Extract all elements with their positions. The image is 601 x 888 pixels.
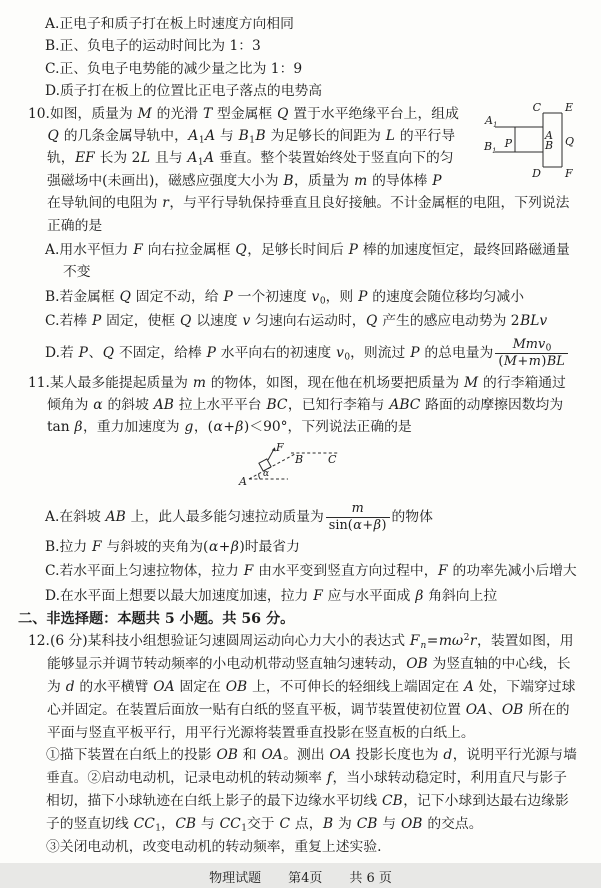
q11-option-d [45,585,577,607]
question-12 [0,630,601,858]
label-p: P [504,136,512,150]
q11-option-b [45,536,577,558]
option-text: 正、负电子的运动时间比为 1：3 [59,38,261,55]
label-c-point: C [328,452,337,466]
q11-stem-text: 某人最多能提起质量为 m 的物体，如图，现在他在机场要把质量为 M 的行李箱通过倾角为 α 的斜坡 AB 拉上水平平台 BC，已知行李箱与 ABC 路面的动摩擦因数均为 tan β，重力加速度为 g，(α+β)＜90°，下列说法正确的是 [47,374,566,436]
q12-stem-text: (6 分)某科技小组想验证匀速圆周运动向心力大小的表达式 $F_n=m\omega^2r$，装置如图，用能够显示并调节转动频率的小电动机带动竖直轴匀速转动，OB 为竖直轴的中心线，长为 d 的水平横臂 OA 固定在 OB 上，不可伸长的轻细线上端固定在 A 处，下端穿过球心并固定。在装置后面放一贴有白纸的竖直平板，调节装置使初位置 OA、OB 所在的平面与竖直平板平行，用平行光源将装置垂直投影在竖直板的白纸上。 [47,633,576,741]
option-label: A. [45,242,60,259]
option-label: B. [45,38,60,55]
option-line [45,58,577,80]
page-footer [0,870,601,888]
option-label: A. [45,508,60,525]
label-f: F [565,166,573,180]
option-line [45,80,577,102]
q12-step-3: ③关闭电动机，改变电动机的转动频率，重复上述实验. [46,838,382,855]
option-label: D. [45,344,60,361]
label-c: C [532,100,541,114]
option-text: 若棒 P 固定，使框 Q 以速度 v 匀速向右运动时，Q 产生的感应电动势为 2BLv [59,313,548,330]
label-b1: B [484,139,493,153]
option-label: C. [45,313,60,330]
option-text: 若水平面上匀速拉物体，拉力 F 由水平变到竖直方向过程中，F 的功率先减小后增大 [59,563,577,580]
footer-doc-title: 物理试题 [209,871,262,887]
q12-stem [28,630,577,744]
label-d: D [532,166,541,180]
label-f-force: F [276,440,284,454]
option-label: B. [45,538,60,555]
option-line [45,13,577,35]
label-b: B [545,138,554,152]
fraction-denominator: (M+m)BL [495,353,568,370]
q10-option-d [45,337,577,370]
option-label: B. [45,288,60,305]
q10-circuit-frame-figure [479,100,579,181]
label-a: A [545,128,553,142]
option-text-suffix: 的物体 [391,508,433,525]
label-b1-sub: 1 [492,146,497,155]
footer-total-pages: 共 6 页 [349,871,392,887]
label-q: Q [565,134,575,148]
q11-number: 11. [28,374,50,391]
fraction-numerator: m [351,500,364,516]
label-alpha-angle: α [263,468,270,479]
option-label: D. [45,587,60,604]
option-text: 质子打在板上的位置比正电子落点的电势高 [59,83,323,100]
q12-number: 12. [28,633,50,650]
label-e: E [565,100,574,114]
option-label: C. [45,60,60,77]
q11-option-c [45,560,577,582]
q10-option-b [45,286,577,308]
option-line [45,35,577,57]
label-a1: A [485,113,493,127]
fraction [495,337,568,370]
incline-diagram [236,442,351,497]
option-text: 在水平面上想要以最大加速度加速，拉力 F 应与水平面成 β 角斜向上拉 [59,587,498,604]
q10-option-a [45,239,577,284]
option-text: 在斜坡 AB 上，此人最多能匀速拉动质量为 [59,508,324,525]
label-a-point: A [239,474,247,488]
option-label: C. [45,563,60,580]
option-text: 若 P、Q 不固定，给棒 P 水平向右的初速度 $v_0$，则流过 P 的总电量为 [59,344,494,363]
option-text: 若金属框 Q 固定不动，给 P 一个初速度 $v_0$，则 P 的速度会随位移均匀减小 [59,288,525,307]
footer-page-number: 第4页 [288,871,323,887]
fraction-denominator: sin(α+β) [326,517,390,534]
option-text: 正电子和质子打在板上时速度方向相同 [59,16,294,32]
fraction [326,501,390,534]
q11-option-a [45,501,577,534]
question-11 [0,372,601,607]
option-label: D. [45,83,60,100]
q12-steps-1-2: ①描下装置在白纸上的投影 OB 和 OA。测出 OA 投影长度也为 d，说明平行光源与墙垂直。②启动电动机，记录电动机的转动频率 f，当小球转动稳定时，利用直尺与影子相切，描下小球轨迹在白纸上影子的最下边缘水平切线 CB，记下小球到达最右边缘影子的竖直切线 $CC_1$，CB 与 $CC_1$交于 C 点，B 为 CB 与 OB 的交点。 [46,747,577,834]
option-text: 用水平恒力 F 向右拉金属框 Q，足够长时间后 P 棒的加速度恒定，最终回路磁通量不变 [59,242,570,281]
label-b-point: B [295,452,304,466]
option-text: 拉力 F 与斜坡的夹角为(α+β)时最省力 [59,538,300,555]
label-a1-sub: 1 [493,120,498,129]
q10-number: 10. [28,105,50,122]
q10-stem-text: 如图，质量为 M 的光滑 T 型金属框 Q 置于水平绝缘平台上，组成 Q 的几条金属导轨中，$A_1A$ 与 $B_1B$ 为足够长的间距为 L 的平行导轨，EF 长为 2L 且与 $A_1A$ 垂直。整个装置始终处于竖直向下的匀强磁场中(未画出)，磁感应强度大小为 B，质量为 m 的导体棒 P 在导轨间的电阻为 r，与平行导轨保持垂直且良好接触。不计金属框的电阻，下列说法正确的是 [47,105,570,234]
prelim-options [0,13,601,103]
q10-option-c [45,310,577,332]
option-label: A. [45,16,60,32]
q11-stem [28,372,577,439]
fraction-numerator: Mmv$_0$ [512,336,552,354]
question-10 [0,100,601,370]
section-2-heading: 二、非选择题：本题共 5 小题。共 56 分。 [18,611,295,628]
option-text: 正、负电子电势能的减少量之比为 1：9 [59,60,303,77]
q11-incline-figure [0,442,601,497]
t-frame-diagram [479,100,579,181]
